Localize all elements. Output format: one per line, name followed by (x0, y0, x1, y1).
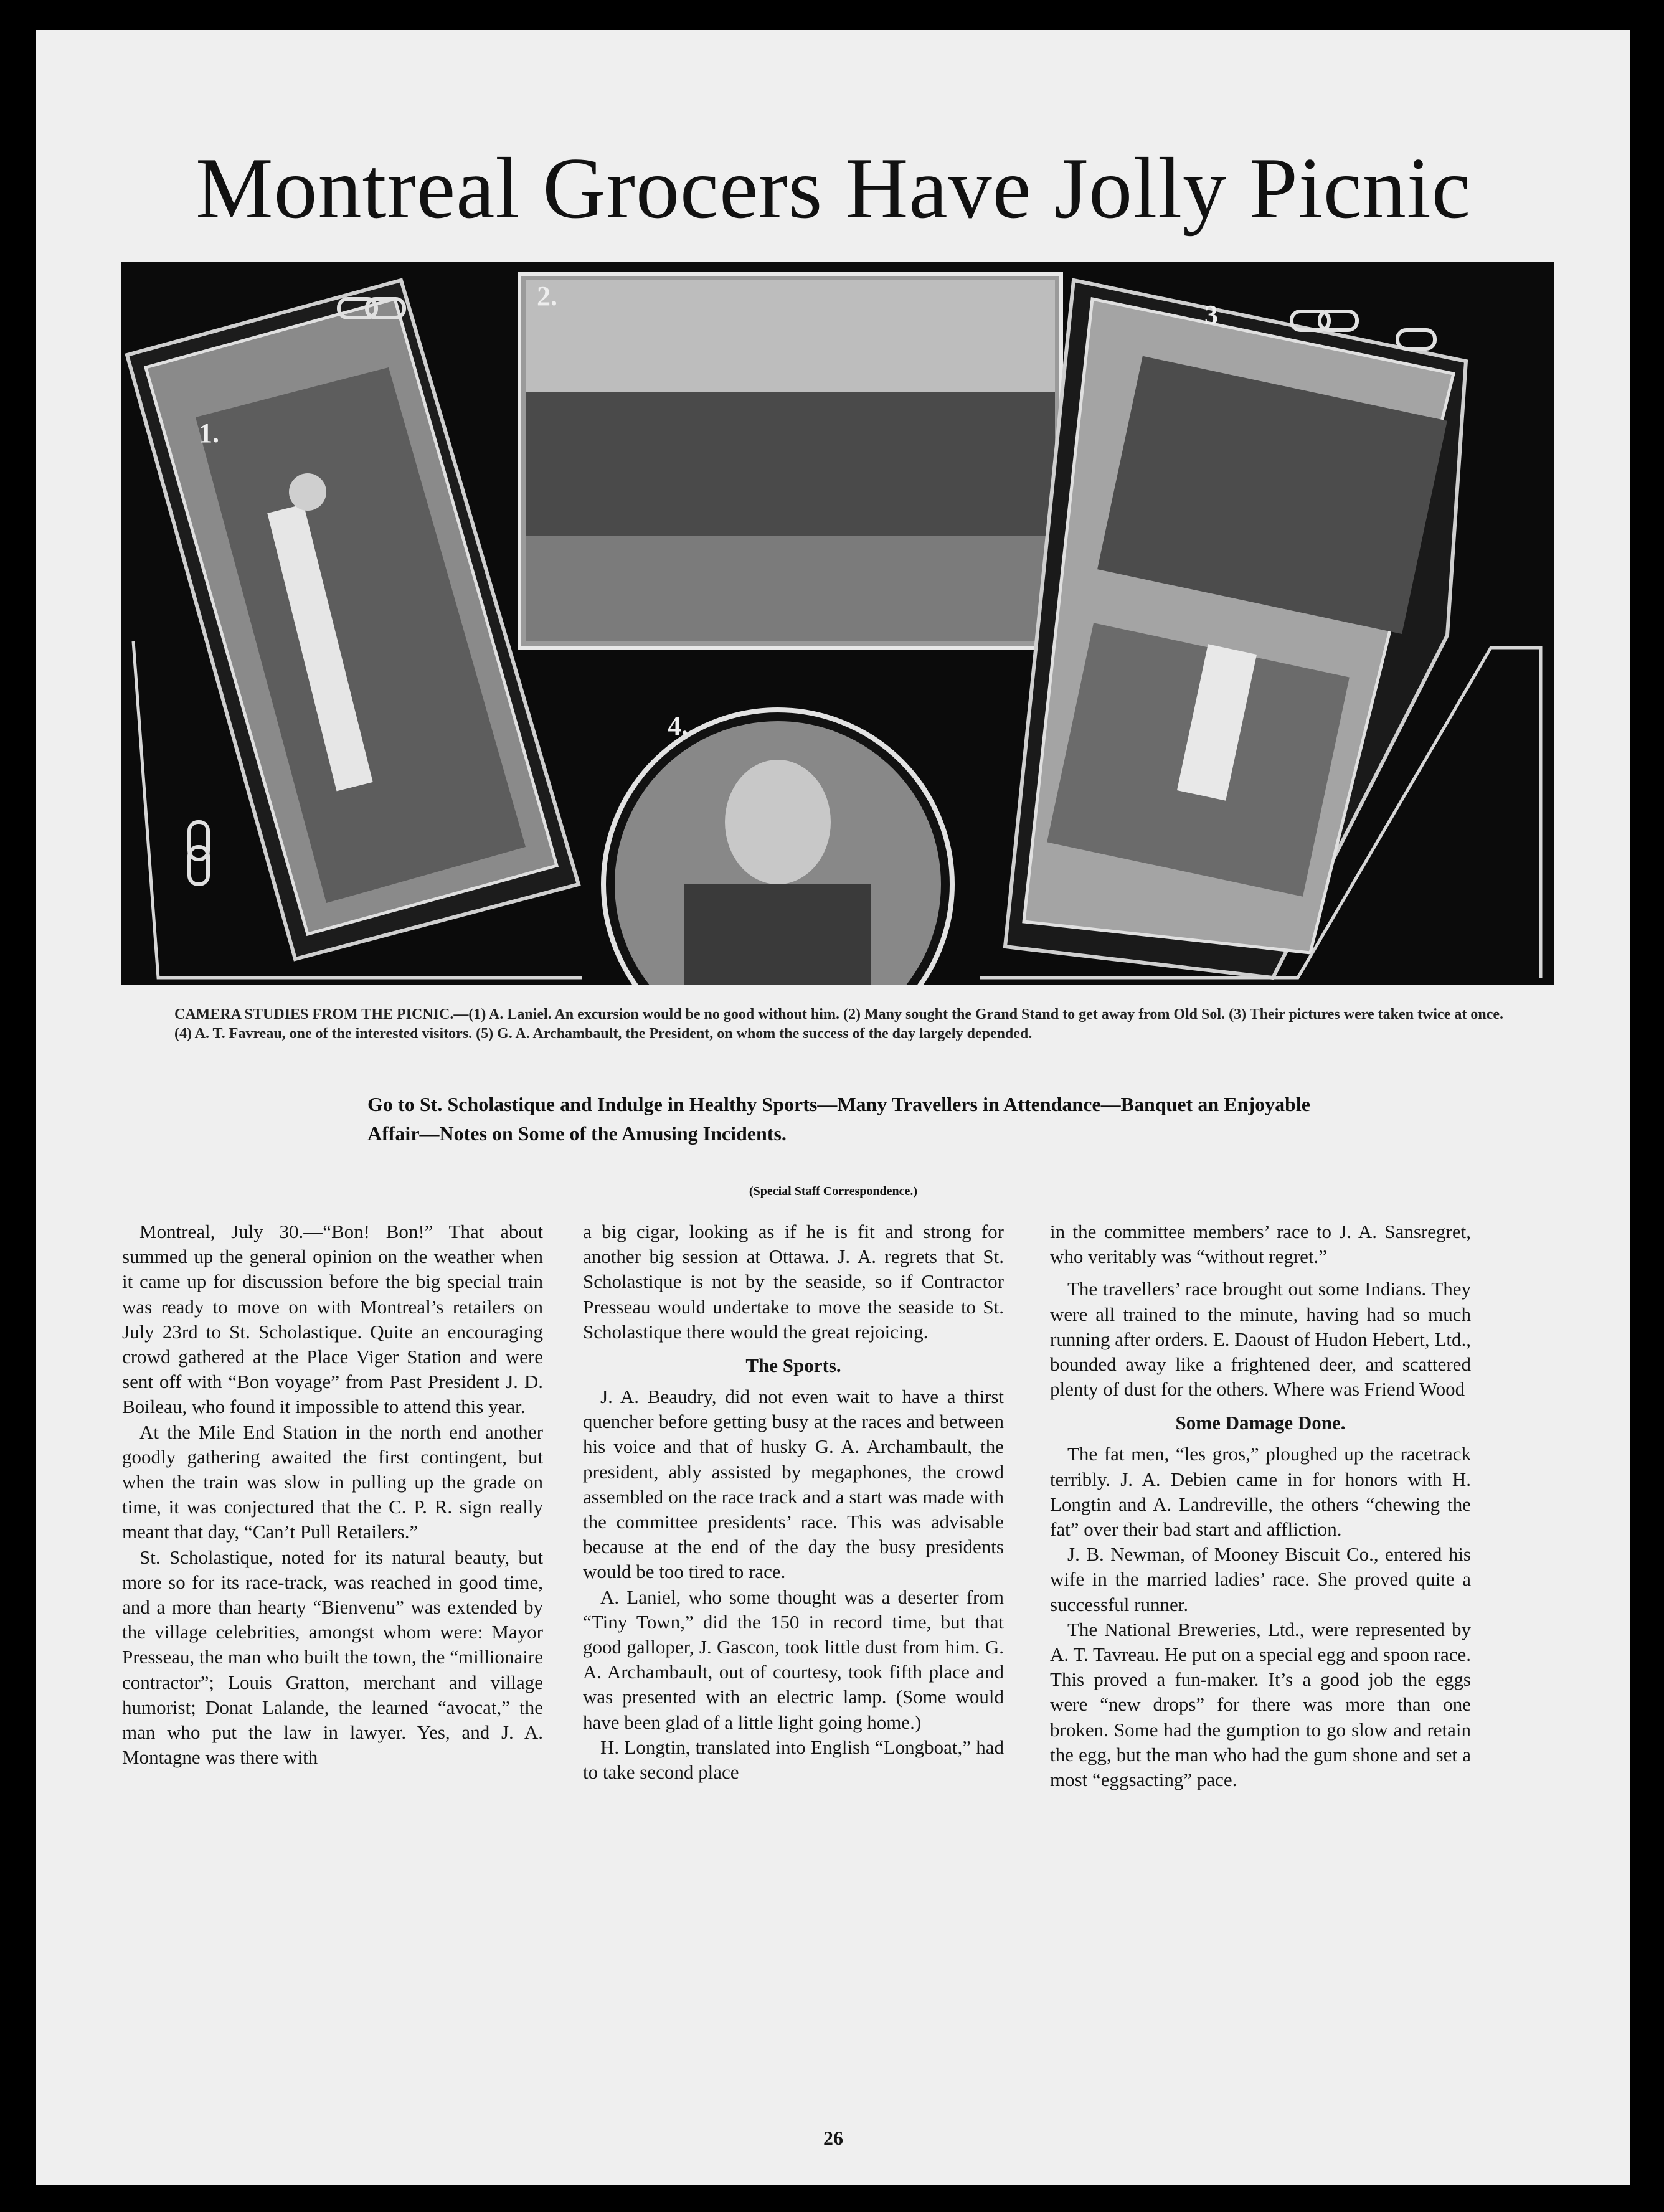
photo-3-label: 3 (1204, 300, 1218, 330)
page-number: 26 (823, 2127, 843, 2149)
headline: Montreal Grocers Have Jolly Picnic (196, 140, 1471, 237)
collage-frame-art (121, 262, 1554, 985)
photo-collage (121, 262, 1554, 985)
photo-4 (603, 710, 952, 985)
article-column-3 (1050, 1219, 1471, 1792)
paragraph: A. Laniel, who some thought was a deserter from “Tiny Town,” did the 150 in record time, but that good galloper, J. Gascon, took little dust from him. G. A. Archambault, out of courtesy, took fifth place and was presented with an electric lamp. (Some would have been glad of a little light going home.) (583, 1586, 1004, 1733)
paragraph: The fat men, “les gros,” ploughed up the racetrack terribly. J. A. Debien came in for honors with H. Longtin and A. Landreville, the others “chewing the fat” over their bad start and affliction. (1050, 1443, 1471, 1541)
article-column-1 (122, 1219, 543, 1770)
photo-caption: CAMERA STUDIES FROM THE PICNIC.—(1) A. Laniel. An excursion would be no good without him. (2) Many sought the Grand Stand to get away from Old Sol. (3) Their pictures were taken twice at once. (4) A. T. Favreau, one of the interested visitors. (5) G. A. Archambault, the President, on whom the success of the day largely depended. (174, 1006, 1503, 1042)
paragraph: St. Scholastique, noted for its natural beauty, but more so for its race-track, was reached in good time, and a more than hearty “Bienvenu” was extended by the village celebrities, amongst whom were: Mayor Presseau, the man who built the town, the “millionaire contractor”; Louis Gratton, merchant and village humorist; Donat Lalande, the learned “avocat,” the man who put the law in lawyer. Yes, and J. A. Montagne was there with (122, 1546, 543, 1769)
photo-2 (519, 274, 1061, 648)
paragraph: Montreal, July 30.—“Bon! Bon!” That about summed up the general opinion on the weather when it came up for discussion before the big special train was ready to move on with Montreal’s retailers on July 23rd to St. Scholastique. Quite an encouraging crowd gathered at the Place Viger Station and were sent off with “Bon voyage” from Past President J. D. Boileau, who found it impossible to attend this year. (122, 1221, 543, 1418)
paragraph: The National Breweries, Ltd., were represented by A. T. Tavreau. He put on a special egg and spoon race. This proved a fun-maker. It’s a good job the eggs were “new drops” for there was more than one broken. Some had the gumption to go slow and retain the egg, but the man who had the gum shone and set a most “eggsacting” pace. (1050, 1618, 1471, 1791)
section-heading-damage: Some Damage Done. (1175, 1412, 1346, 1434)
section-heading-sports: The Sports. (745, 1354, 841, 1377)
paragraph: J. B. Newman, of Mooney Biscuit Co., entered his wife in the married ladies’ race. She proved quite a successful runner. (1050, 1543, 1471, 1615)
photo-2-label: 2. (537, 281, 557, 311)
paragraph: in the committee members’ race to J. A. Sansregret, who veritably was “without regret.” (1050, 1221, 1471, 1268)
paragraph: At the Mile End Station in the north end another goodly gathering awaited the first contingent, but when the train was slow in pulling up the grade on time, it was conjectured that the C. P. R. sign really meant that day, “Can’t Pull Retailers.” (122, 1420, 543, 1543)
paragraph: H. Longtin, translated into English “Longboat,” had to take second place (583, 1736, 1004, 1784)
photo-1-label: 1. (199, 418, 219, 448)
paragraph: a big cigar, looking as if he is fit and strong for another big session at Ottawa. J. A. regrets that St. Scholastique is not by the seaside, so if Contractor Presseau would undertake to move the seaside to St. Scholastique there would the great rejoicing. (583, 1221, 1004, 1343)
photo-3 (1005, 280, 1466, 978)
photo-4-label: 4. (668, 711, 688, 741)
paragraph: J. A. Beaudry, did not even wait to have a thirst quencher before getting busy at the races and between his voice and that of husky G. A. Archambault, the president, ably assisted by megaphones, the crowd assembled on the race track and a start was made with the committee presidents’ race. This was advisable because at the end of the day the busy presidents would be too tired to race. (583, 1386, 1004, 1583)
byline-credit: (Special Staff Correspondence.) (749, 1184, 918, 1198)
subheadline-deck: Go to St. Scholastique and Indulge in Healthy Sports—Many Travellers in Attendance—Banquet an Enjoyable Affair—Notes on Some of the Amusing Incidents. (367, 1093, 1310, 1145)
article-column-2 (583, 1219, 1004, 1785)
paragraph: The travellers’ race brought out some Indians. They were all trained to the minute, having had so much running after orders. E. Daoust of Hudon Hebert, Ltd., bounded away like a frightened deer, and scattered plenty of dust for the others. Where was Friend Wood (1050, 1278, 1471, 1401)
newspaper-page (36, 30, 1630, 2185)
